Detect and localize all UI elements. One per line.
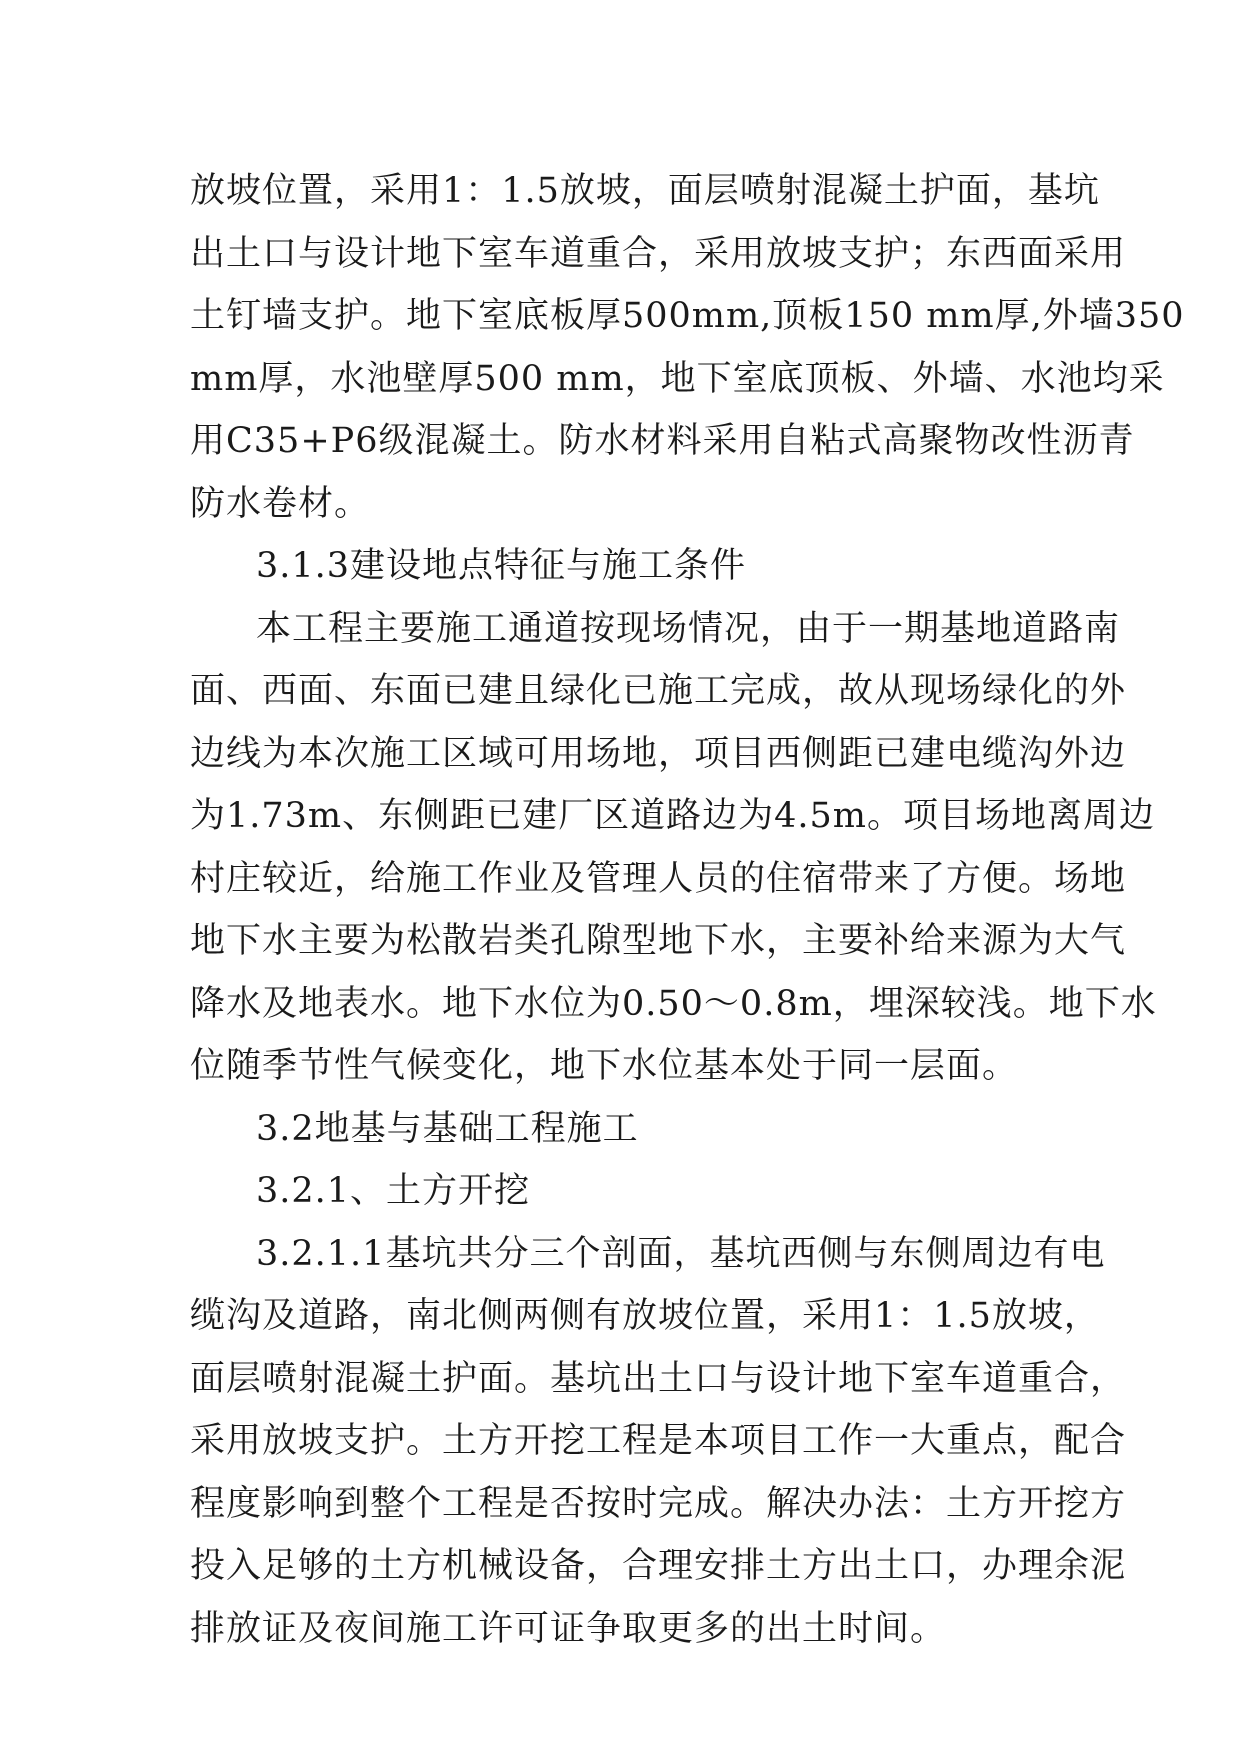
text-line: 3.2.1、土方开挖 xyxy=(256,1171,531,1211)
text-line: 用C35+P6级混凝土。防水材料采用自粘式高聚物改性沥青 xyxy=(190,421,1135,461)
text-line: 投入足够的土方机械设备，合理安排土方出土口，办理余泥 xyxy=(190,1546,1127,1586)
text-line: 面层喷射混凝土护面。基坑出土口与设计地下室车道重合， xyxy=(190,1358,1127,1399)
text-line: 排放证及夜间施工许可证争取更多的出土时间。 xyxy=(190,1608,947,1649)
text-line: 面、西面、东面已建且绿化已施工完成，故从现场绿化的外 xyxy=(190,671,1127,711)
text-line: 位随季节性气候变化，地下水位基本处于同一层面。 xyxy=(190,1046,1019,1086)
text-line: 出土口与设计地下室车道重合，采用放坡支护；东西面采用 xyxy=(190,233,1127,274)
text-line: 3.1.3建设地点特征与施工条件 xyxy=(256,546,747,586)
text-line: 放坡位置，采用1：1.5放坡，面层喷射混凝土护面，基坑 xyxy=(190,171,1100,211)
text-line: 降水及地表水。地下水位为0.50～0.8m，埋深较浅。地下水 xyxy=(190,983,1157,1024)
text-line: 程度影响到整个工程是否按时完成。解决办法：土方开挖方 xyxy=(190,1483,1127,1524)
text-line: 采用放坡支护。土方开挖工程是本项目工作一大重点，配合 xyxy=(190,1421,1127,1461)
text-line: 土钉墙支护。地下室底板厚500mm,顶板150 mm厚,外墙350 xyxy=(190,296,1185,336)
text-line: 本工程主要施工通道按现场情况，由于一期基地道路南 xyxy=(256,608,1121,649)
text-line: 地下水主要为松散岩类孔隙型地下水，主要补给来源为大气 xyxy=(190,921,1127,961)
text-line: 边线为本次施工区域可用场地，项目西侧距已建电缆沟外边 xyxy=(190,733,1127,774)
text-line: 防水卷材。 xyxy=(190,483,371,524)
text-line: mm厚，水池壁厚500 mm，地下室底顶板、外墙、水池均采 xyxy=(190,358,1165,399)
text-line: 3.2.1.1基坑共分三个剖面，基坑西侧与东侧周边有电 xyxy=(256,1233,1106,1274)
text-line: 为1.73m、东侧距已建厂区道路边为4.5m。项目场地离周边 xyxy=(190,796,1155,836)
text-line: 村庄较近，给施工作业及管理人员的住宿带来了方便。场地 xyxy=(190,858,1127,899)
text-line: 缆沟及道路，南北侧两侧有放坡位置，采用1：1.5放坡， xyxy=(190,1296,1100,1336)
text-line: 3.2地基与基础工程施工 xyxy=(256,1108,639,1149)
body-text xyxy=(190,160,1185,1660)
